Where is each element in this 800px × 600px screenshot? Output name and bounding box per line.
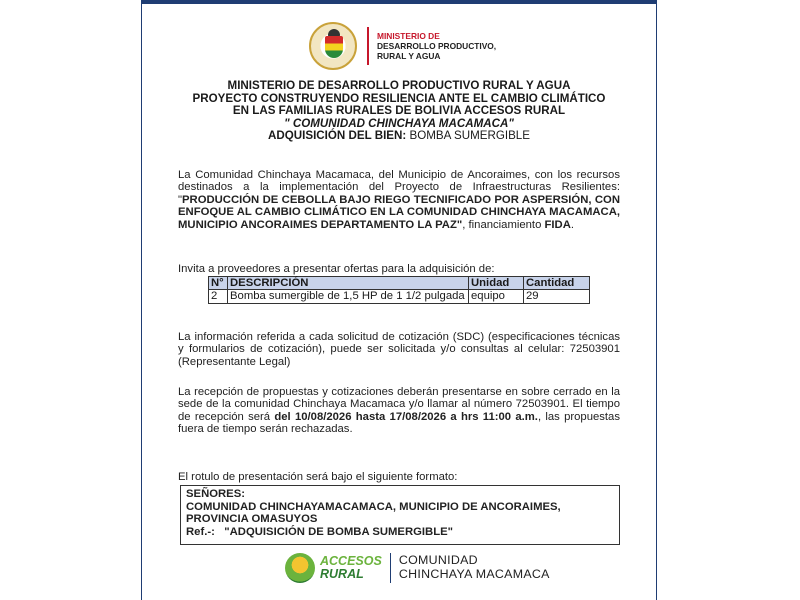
paragraph-label-format: El rotulo de presentación será bajo el siguiente formato:: [178, 471, 458, 483]
document-title: [142, 80, 656, 143]
logo-divider: [367, 27, 369, 65]
label-format-box: [180, 485, 620, 545]
paragraph-intro: La Comunidad Chinchaya Macamaca, del Municipio de Ancoraimes, con los recursos destinados a la implementación del Proyecto de Infraestructuras Resilientes: "PRODUCCIÓN DE CEBOLLA BAJO RIEGO TECNIFICADO POR ASPERSIÓN, CON ENFOQUE AL CAMBIO CLIMÁTICO EN LA COMUNIDAD CHINCHAYA MACAMACA, MUNICIPIO ANCORAIMES DEPARTAMENTO LA PAZ", financiamiento FIDA.: [178, 169, 620, 231]
label-line-3: PROVINCIA OMASUYOS: [186, 513, 318, 526]
paragraph-information: La información referida a cada solicitud de cotización (SDC) (especificaciones técnicas y formularios de cotización), puede ser solicitada y/o consultas al celular: 72503901 (Representante Legal): [178, 331, 620, 368]
label-line-1: SEÑORES:: [186, 488, 246, 500]
cell-description: Bomba sumergible de 1,5 HP de 1 1/2 pulgada: [228, 290, 469, 303]
header-description: DESCRIPCIÓN: [228, 277, 469, 290]
cell-quantity: 29: [524, 290, 590, 303]
document-page: [141, 0, 657, 600]
items-table: [208, 276, 590, 304]
title-line-2: PROYECTO CONSTRUYENDO RESILIENCIA ANTE EL CAMBIO CLIMÁTICO: [192, 91, 606, 105]
cell-number: 2: [209, 290, 228, 303]
title-line-1: MINISTERIO DE DESARROLLO PRODUCTIVO RURAL Y AGUA: [227, 79, 571, 92]
header-number: N°: [209, 277, 228, 290]
header-quantity: Cantidad: [524, 277, 590, 290]
accesos-rural-brand: ACCESOS RURAL: [320, 554, 382, 581]
table-row: [209, 290, 590, 303]
footer-logos: [285, 553, 550, 583]
top-border: [142, 0, 656, 4]
label-line-4: Ref.-: "ADQUISICIÓN DE BOMBA SUMERGIBLE": [186, 525, 453, 538]
accesos-rural-logo-icon: [285, 553, 315, 583]
ministry-name: MINISTERIO DE DESARROLLO PRODUCTIVO, RURAL Y AGUA: [377, 31, 497, 61]
paragraph-invitation: Invita a proveedores a presentar ofertas para la adquisición de:: [178, 263, 495, 275]
title-line-4: " COMUNIDAD CHINCHAYA MACAMACA": [284, 116, 514, 130]
ministry-header-logo: [309, 22, 496, 70]
bolivia-seal-icon: [309, 22, 357, 70]
title-line-3: EN LAS FAMILIAS RURALES DE BOLIVIA ACCESOS RURAL: [232, 104, 566, 118]
label-line-2: COMUNIDAD CHINCHAYAMACAMACA, MUNICIPIO DE ANCORAIMES,: [186, 500, 561, 513]
table-header-row: [209, 277, 590, 290]
footer-divider: [390, 553, 391, 583]
cell-unit: equipo: [469, 290, 524, 303]
title-line-5: ADQUISICIÓN DEL BIEN: BOMBA SUMERGIBLE: [268, 129, 530, 143]
paragraph-reception: La recepción de propuestas y cotizaciones deberán presentarse en sobre cerrado en la sede de la comunidad Chinchaya Macamaca y/o llamar al número 72503901. El tiempo de recepción será del 10/08/2026 hasta 17/08/2026 a hrs 11:00 a.m., las propuestas fuera de tiempo serán rechazadas.: [178, 386, 620, 436]
header-unit: Unidad: [469, 277, 524, 290]
footer-community: COMUNIDAD CHINCHAYA MACAMACA: [398, 553, 550, 581]
